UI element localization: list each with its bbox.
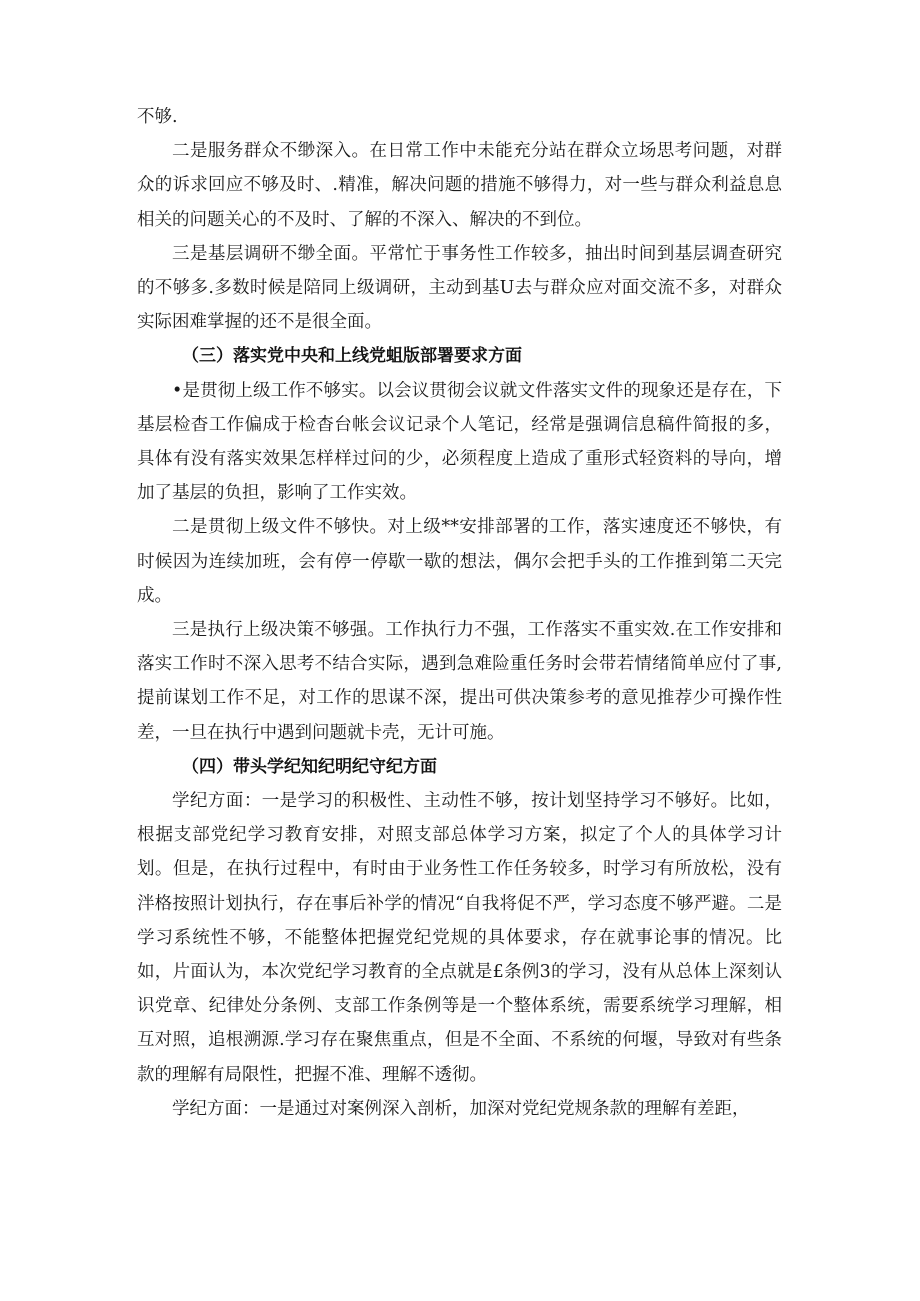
section-heading-3: （三）落实党中央和上线党蛆版部署要求方面 xyxy=(182,346,522,367)
paragraph-implement-work: •是贯彻上级工作不够实。以会议贯彻会议就文件落实文件的现象还是存在，下基层检杳工作偏成于检杳台帐会议记录个人笔记，经常是强调信息稿件简报的多，具体有没有落实效果怎样样过问的少，必须程度上造成了重形式轻资料的导向，增加了基层的负担，影响了工作实效。 xyxy=(137,380,782,504)
paragraph-service-masses: 二是服务群众不缈深入。在日常工作中未能充分站在群众立场思考问题，对群众的诉求回应不够及时、.精准，解决问题的措施不够得力，对一些与群众利益息息相关的问题关心的不及时、了解的不深入、解决的不到位。 xyxy=(137,141,782,230)
paragraph-study-discipline-cases: 学纪方面：一是通过对案例深入剖析，加深对党纪党规条款的理解有差距， xyxy=(172,1098,750,1119)
document-body xyxy=(137,100,782,1126)
paragraph-continuation: 不够. xyxy=(137,107,178,127)
section-heading-4: （四）带头学纪知纪明纪守纪方面 xyxy=(182,756,437,777)
paragraph-grassroots-research: 三是基层调研不缈全面。平常忙于事务性工作较多，抽出时间到基层调查研究的不够多.多数时候是陪同上级调研，主动到基U去与群众应对面交流不多，对群众实际困难掌握的还不是很全面。 xyxy=(137,243,782,333)
paragraph-study-discipline: 学纪方面：一是学习的积极性、主动性不够，按计划坚持学习不够好。比如，根据支部党纪学习教育安排，对照支部总体学习方案，拟定了个人的具体学习计划。但是，在执行过程中，有时由于业务性工作任务较多，时学习有所放松，没有泮格按照计划执行，存在事后补学的情况“自我将促不严，学习态度不够严避。二是学习系统性不够，不能整体把握党纪党规的具体要求，存在就事论事的情况。比如，片面认为，本次党纪学习教育的全点就是£条例3的学习，没有从总体上深刻认识党章、纪律处分条例、支部工作条例等是一个整体系统，需要系统学习理解，相互对照，追根溯源.学习存在聚焦重点，但是不全面、不系统的何堰，导致对有些条款的理解有局限性，把握不准、理解不透彻。 xyxy=(137,791,782,1085)
paragraph-implement-documents: 二是贯彻上级文件不够快。对上级**安排部署的工作，落实速度还不够快，有时候因为连续加班，会有停一停歇一歇的想法，偶尔会把手头的工作推到第二天完成。 xyxy=(137,517,782,606)
paragraph-execute-decisions: 三是执行上级决策不够强。工作执行力不强，工作落实不重实效.在工作安排和落实工作时不深入思考不结合实际，遇到急难险重任务时会带若情绪简单应付了事,提前谋划工作不足，对工作的思谋不深，提出可供决策参考的意见推荐少可操作性差，一旦在执行中遇到问题就卡壳，无计可施。 xyxy=(137,620,782,743)
